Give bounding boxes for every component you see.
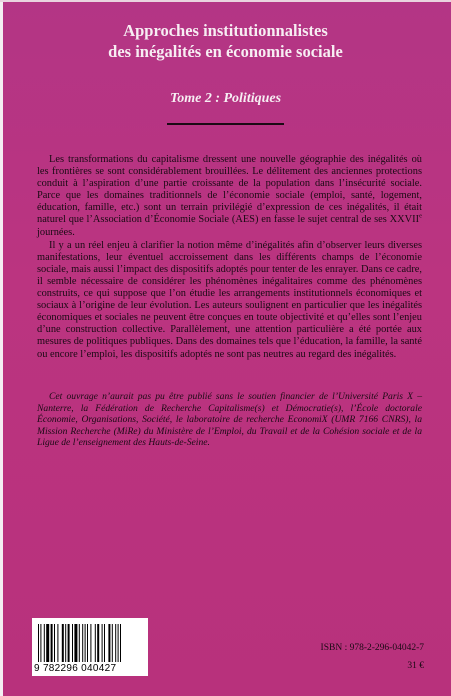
barcode-bars bbox=[38, 624, 142, 662]
barcode-digits: 9 782296 040427 bbox=[34, 663, 117, 674]
blurb-paragraph-1-text: Les transformations du capitalisme dressent une nouvelle géographie des inégalités où les frontières se sont considérablement brouillées. Le délitement des anciennes protections conduit à l’aspiration d’une partie croissante de la population dans l’insécurité sociale. Parce que les domaines traditionnels de l’économie sociale (emploi, santé, logement, éducation, famille, etc.) sont un terrain privilégié d’expression de ces inégalités, il était naturel que l’Association d’Économie Sociale (AES) en fasse le sujet central de ses XXVII bbox=[37, 154, 422, 226]
funding-note-text: Cet ouvrage n’aurait pas pu être publié sans le soutien financier de l’Université Paris X – Nanterre, la Fédération de Recherche Capitalisme(s) et Démocratie(s), l’École doctorale Économie, Organisations, Société, le laboratoire de recherche EconomiX (UMR 7166 CNRS), la Mission Recherche (MiRe) du Ministère de l’Emploi, du Travail et de la Cohésion sociale et de la Ligue de l’enseignement des Hauts-de-Seine. bbox=[37, 391, 422, 449]
blurb-paragraph-2: Il y a un réel enjeu à clarifier la notion même d’inégalités afin d’observer leurs diverses manifestations, leur éventuel accroissement dans les différents champs de l’économie sociale, mais aussi l’impact des dispositifs adoptés pour tenter de les enrayer. Dans ce cadre, il semble nécessaire de considérer les phénomènes inégalitaires comme des phénomènes construits, ce qui suppose que l’on étudie les arrangements institutionnels économiques et sociaux à l’origine de leur évolution. Les auteurs soulignent en particulier que les inégalités économiques et sociales ne peuvent être conçues en toute objectivité et qu’elles sont l’enjeu d’une construction collective. Parallèlement, une attention particulière a été portée aux mesures de politiques publiques. Dans des domaines tels que l’éducation, la famille, la santé ou encore l’emploi, les dispositifs adoptés ne sont pas neutres au regard des inégalités. bbox=[37, 239, 422, 360]
barcode bbox=[32, 618, 148, 676]
blurb-paragraph-1 bbox=[37, 154, 422, 239]
book-title bbox=[0, 20, 451, 62]
isbn: ISBN : 978-2-296-04042-7 bbox=[320, 643, 424, 653]
price: 31 € bbox=[407, 661, 424, 671]
superscript-e: e bbox=[419, 213, 422, 220]
blurb bbox=[37, 154, 422, 361]
volume-subtitle: Tome 2 : Politiques bbox=[169, 91, 282, 106]
book-title-line-2: des inégalités en économie sociale bbox=[108, 42, 343, 61]
blurb-paragraph-1-end: journées. bbox=[37, 226, 75, 238]
book-title-line-1: Approches institutionnalistes bbox=[123, 21, 328, 40]
cover-top-edge bbox=[0, 0, 451, 2]
separator-rule bbox=[167, 123, 284, 125]
funding-note bbox=[37, 391, 422, 449]
